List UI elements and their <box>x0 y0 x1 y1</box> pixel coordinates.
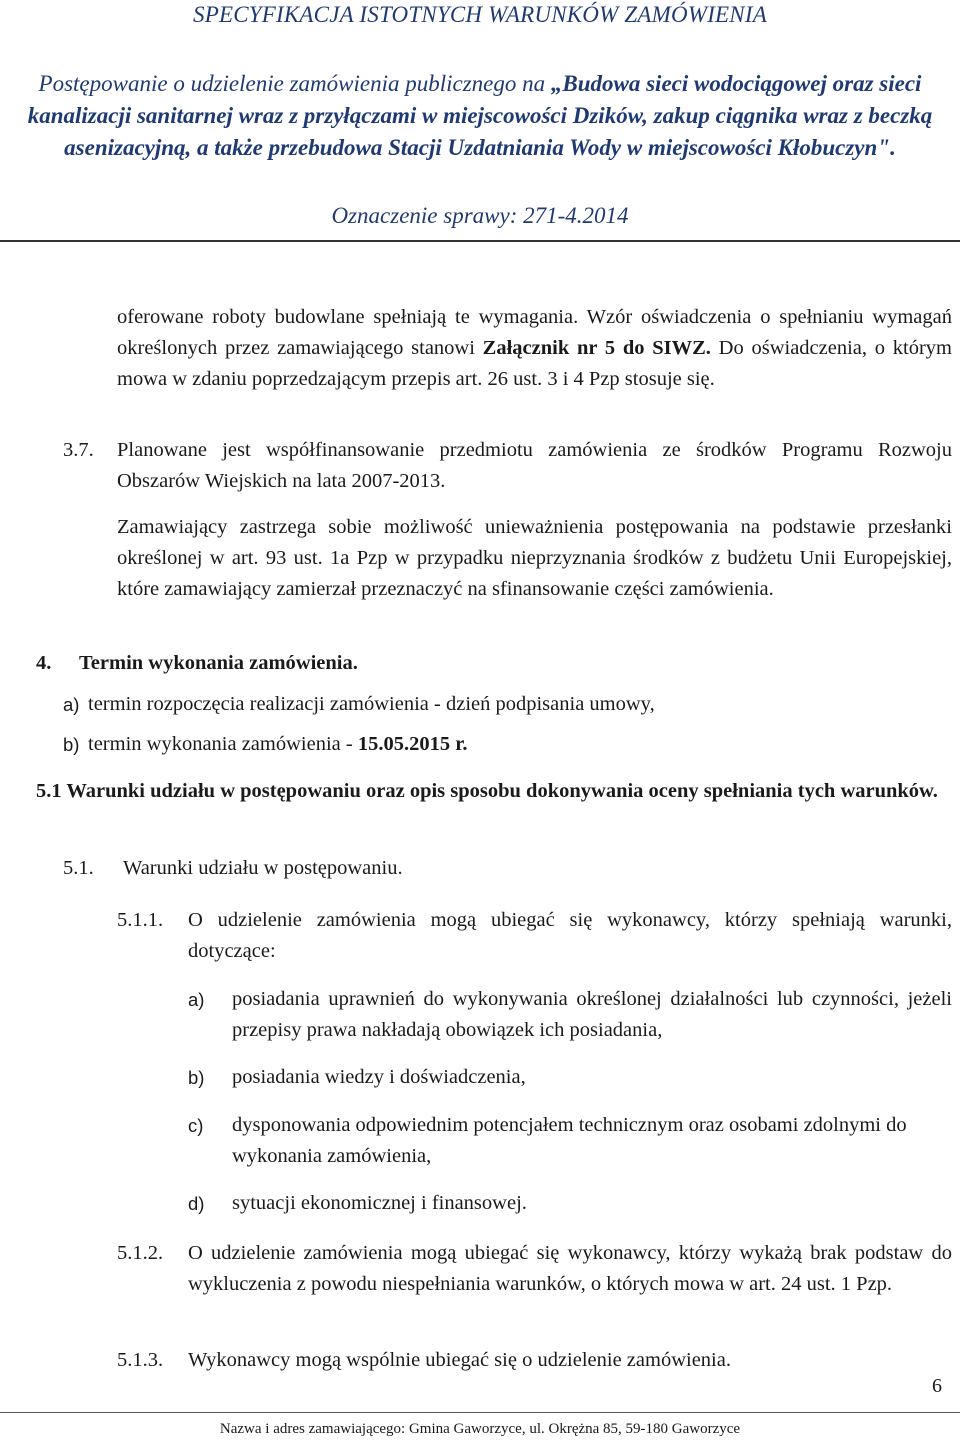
footer-divider <box>0 1412 960 1413</box>
section-5-1-title-text: 5.1 Warunki udziału w postępowaniu oraz opis sposobu dokonywania oceny spełniania tych warunków. <box>36 780 938 802</box>
footer-address: Nazwa i adres zamawiającego: Gmina Gaworzyce, ul. Okrężna 85, 59-180 Gaworzyce <box>219 1421 741 1437</box>
completion-date: 15.05.2015 r. <box>357 733 468 755</box>
section-3-7-number: 3.7. <box>63 439 94 461</box>
section-5-1-3-text: Wykonawcy mogą wspólnie ubiegać się o udzielenie zamówienia. <box>188 1349 731 1371</box>
case-number: Oznaczenie sprawy: 271-4.2014 <box>331 203 629 228</box>
attachment-reference: Załącznik nr 5 do SIWZ. <box>482 337 711 359</box>
condition-c-label: c) <box>188 1115 204 1136</box>
condition-b-text: posiadania wiedzy i doświadczenia, <box>232 1066 526 1088</box>
section-4-item-a-label: a) <box>63 694 80 715</box>
condition-b-label: b) <box>188 1067 205 1088</box>
section-5-1-2-number: 5.1.2. <box>117 1242 164 1264</box>
section-4-item-b <box>88 729 468 760</box>
procedure-name: „Budowa sieci wodociągowej oraz sieci kanalizacji sanitarnej wraz z przyłączami w miejscowości Dzików, zakup ciągnika wraz z beczką asenizacyjną, a także przebudowa Stacji Uzdatniania Wody w miejscowości Kłobuczyn". <box>27 71 933 160</box>
condition-d-label: d) <box>188 1193 205 1214</box>
page-number: 6 <box>932 1375 942 1397</box>
section-5-1-sub-number: 5.1. <box>63 857 94 879</box>
section-5-1-2-text: O udzielenie zamówienia mogą ubiegać się wykonawcy, którzy wykażą brak podstaw do wykluczenia z powodu niespełniania warunków, o których mowa w art. 24 ust. 1 Pzp. <box>188 1242 952 1295</box>
procedure-title <box>20 68 940 164</box>
section-3-7-text: Planowane jest współfinansowanie przedmiotu zamówienia ze środków Programu Rozwoju Obszarów Wiejskich na lata 2007-2013. <box>117 439 952 492</box>
condition-a-text: posiadania uprawnień do wykonywania określonej działalności lub czynności, jeżeli przepisy prawa nakładają obowiązek ich posiadania, <box>232 988 952 1041</box>
section-4-item-b-text: termin wykonania zamówienia - <box>88 733 358 755</box>
section-4-item-b-label: b) <box>63 734 80 755</box>
document-title: SPECYFIKACJA ISTOTNYCH WARUNKÓW ZAMÓWIENIA <box>193 2 767 27</box>
condition-c-text: dysponowania odpowiednim potencjałem technicznym oraz osobami zdolnymi do wykonania zamówienia, <box>232 1114 907 1167</box>
section-5-1-title <box>36 776 952 807</box>
section-3-7-cancellation-clause: Zamawiający zastrzega sobie możliwość unieważnienia postępowania na podstawie przesłanki określonej w art. 93 ust. 1a Pzp w przypadku nieprzyznania środków z budżetu Unii Europejskiej, które zamawiający zamierzał przeznaczyć na sfinansowanie części zamówienia. <box>117 516 952 600</box>
condition-a-label: a) <box>188 989 205 1010</box>
section-5-1-1-text: O udzielenie zamówienia mogą ubiegać się wykonawcy, którzy spełniają warunki, dotyczące: <box>188 909 952 962</box>
section-5-1-sub-text: Warunki udziału w postępowaniu. <box>123 857 403 879</box>
procedure-prefix: Postępowanie o udzielenie zamówienia publicznego na <box>38 71 551 96</box>
section-5-1-1-number: 5.1.1. <box>117 909 164 931</box>
section-4-item-a: termin rozpoczęcia realizacji zamówienia - dzień podpisania umowy, <box>88 693 655 715</box>
continuation-text-1: oferowane roboty budowlane spełniają te wymagania. Wzór oświadczenia o spełnianiu wymagań określonych przez zamawiającego stanowi <box>117 306 952 359</box>
continuation-text-2: Do oświadczenia, o którym mowa w zdaniu poprzedzającym przepis art. 26 ust. 3 i 4 Pzp stosuje się. <box>117 337 952 390</box>
continuation-paragraph <box>117 302 952 395</box>
condition-d-text: sytuacji ekonomicznej i finansowej. <box>232 1192 527 1214</box>
section-5-1-3-number: 5.1.3. <box>117 1349 164 1371</box>
section-4-number: 4. <box>36 652 52 674</box>
header-divider <box>0 240 960 242</box>
section-4-title: Termin wykonania zamówienia. <box>79 652 358 674</box>
